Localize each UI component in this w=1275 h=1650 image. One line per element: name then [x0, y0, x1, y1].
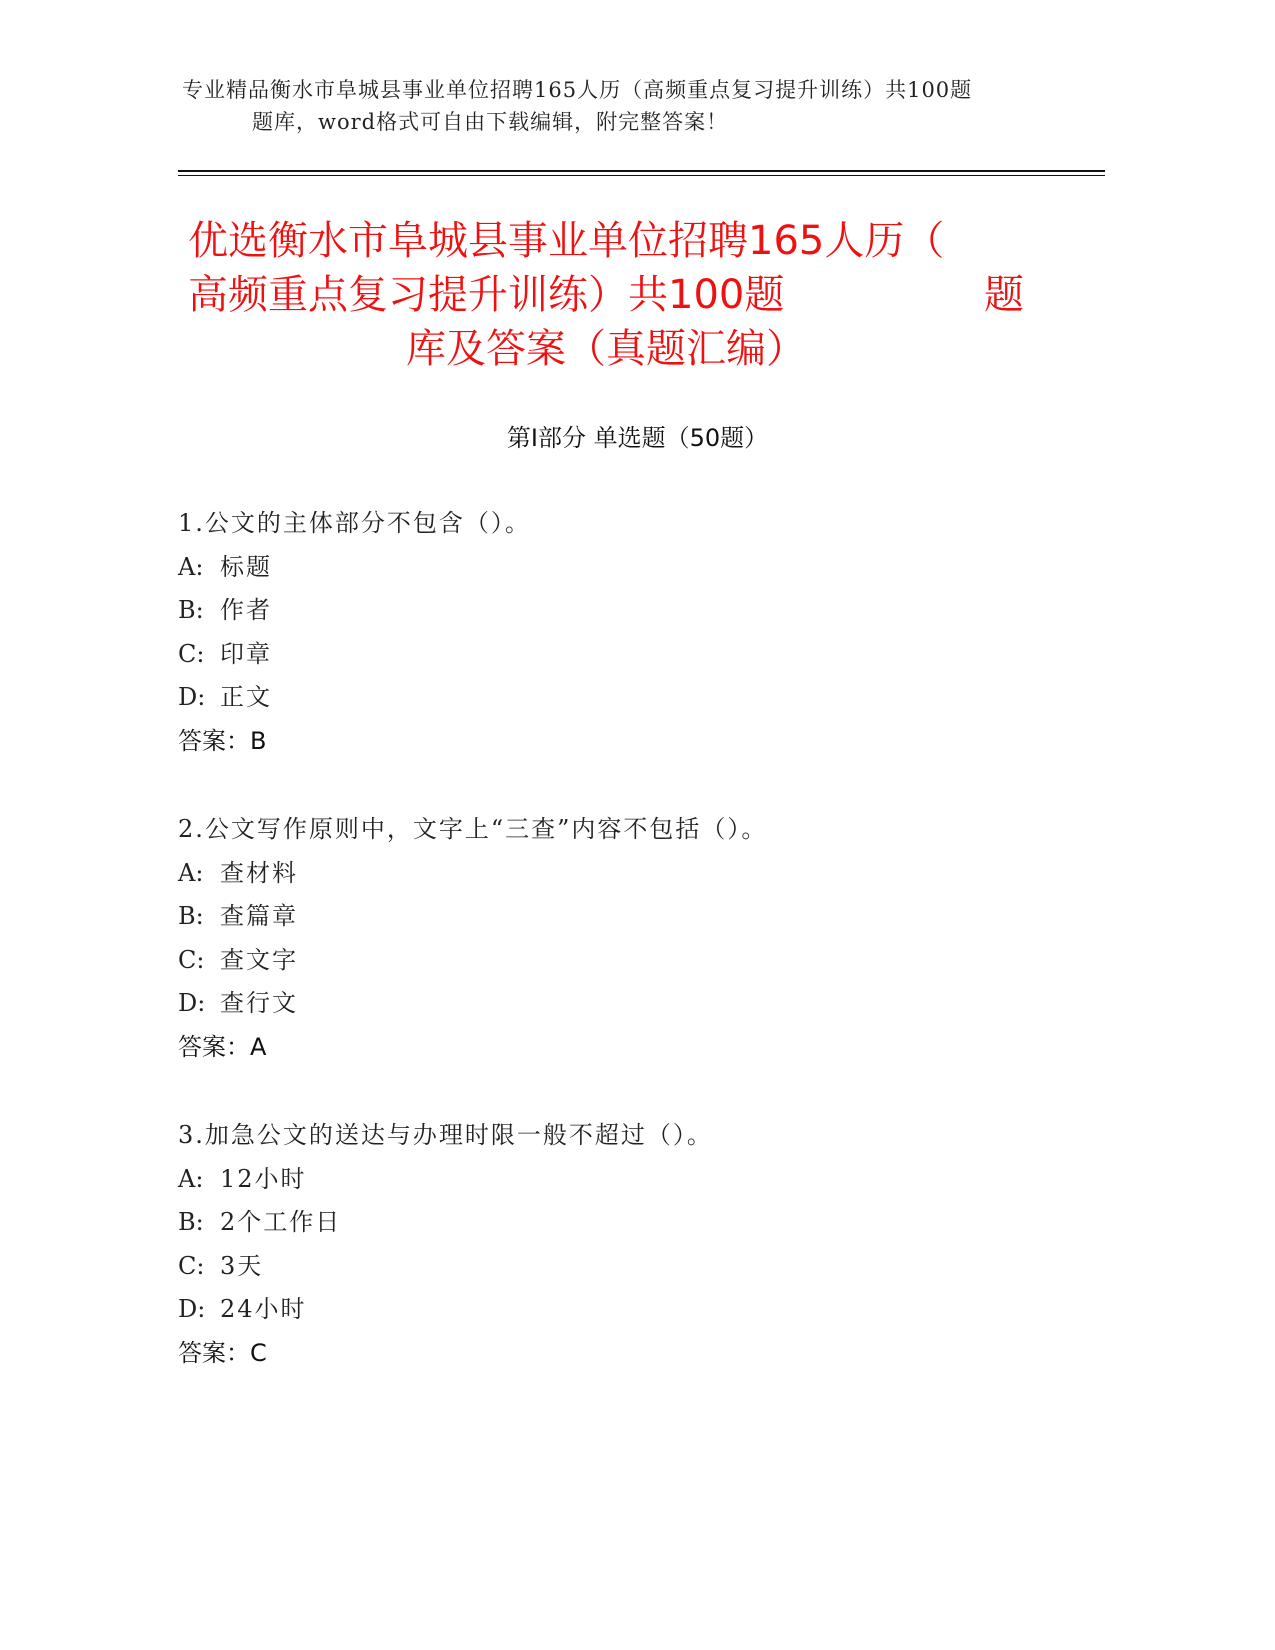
option-b: [178, 589, 1078, 633]
title-line-2-right: 题: [984, 272, 1024, 318]
option-text: 查材料: [220, 858, 298, 887]
header-divider-thick: [178, 170, 1105, 172]
option-key: C:: [178, 639, 205, 668]
option-key: D:: [178, 1295, 206, 1323]
option-b: [178, 895, 1078, 939]
option-key: A:: [178, 858, 204, 887]
option-key: A:: [178, 1164, 204, 1193]
option-key: A:: [178, 552, 204, 581]
option-d: [178, 982, 1078, 1026]
option-a: [178, 852, 1078, 896]
option-text: 正文: [220, 683, 272, 711]
question-stem: 3.加急公文的送达与办理时限一般不超过（）。: [178, 1121, 713, 1149]
header-note: [170, 74, 1110, 138]
option-d: [178, 676, 1078, 720]
question-3: [178, 1114, 1078, 1375]
option-a: [178, 1158, 1078, 1202]
option-key: C:: [178, 1251, 205, 1280]
question-stem: 2.公文写作原则中，文字上“三查”内容不包括（）。: [178, 815, 768, 843]
header-line-1: 专业精品衡水市阜城县事业单位招聘165人历（高频重点复习提升训练）共100题: [182, 78, 973, 102]
title-line-2-left: 高频重点复习提升训练）共100题: [188, 272, 785, 318]
answer: 答案：B: [178, 726, 267, 755]
option-c: [178, 939, 1078, 983]
question-2: [178, 808, 1078, 1069]
title-line-2: [188, 268, 1024, 322]
option-key: D:: [178, 683, 206, 711]
option-text: 查文字: [220, 945, 298, 974]
option-text: 12小时: [220, 1164, 307, 1193]
option-key: B:: [178, 596, 204, 624]
option-text: 3天: [220, 1251, 264, 1280]
option-text: 查行文: [220, 989, 298, 1017]
document-title: [188, 214, 1024, 376]
option-c: [178, 633, 1078, 677]
option-d: [178, 1288, 1078, 1332]
answer: 答案：A: [178, 1032, 267, 1061]
option-key: D:: [178, 989, 206, 1017]
option-key: B:: [178, 902, 204, 930]
option-key: B:: [178, 1208, 204, 1236]
option-text: 2个工作日: [220, 1208, 342, 1236]
question-stem: 1.公文的主体部分不包含（）。: [178, 509, 531, 537]
header-line-2: 题库，word格式可自由下载编辑，附完整答案！: [252, 110, 729, 134]
header-divider-thin: [178, 175, 1105, 176]
option-b: [178, 1201, 1078, 1245]
option-text: 标题: [220, 552, 272, 581]
option-text: 24小时: [220, 1295, 307, 1323]
option-c: [178, 1245, 1078, 1289]
question-1: [178, 502, 1078, 763]
option-text: 作者: [220, 596, 272, 624]
option-key: C:: [178, 945, 205, 974]
option-text: 查篇章: [220, 902, 298, 930]
option-a: [178, 546, 1078, 590]
section-heading: 第Ⅰ部分 单选题（50题）: [506, 424, 769, 452]
answer: 答案：C: [178, 1338, 267, 1367]
title-line-3: 库及答案（真题汇编）: [406, 326, 806, 372]
title-line-1: 优选衡水市阜城县事业单位招聘165人历（: [188, 218, 945, 264]
option-text: 印章: [220, 639, 272, 668]
